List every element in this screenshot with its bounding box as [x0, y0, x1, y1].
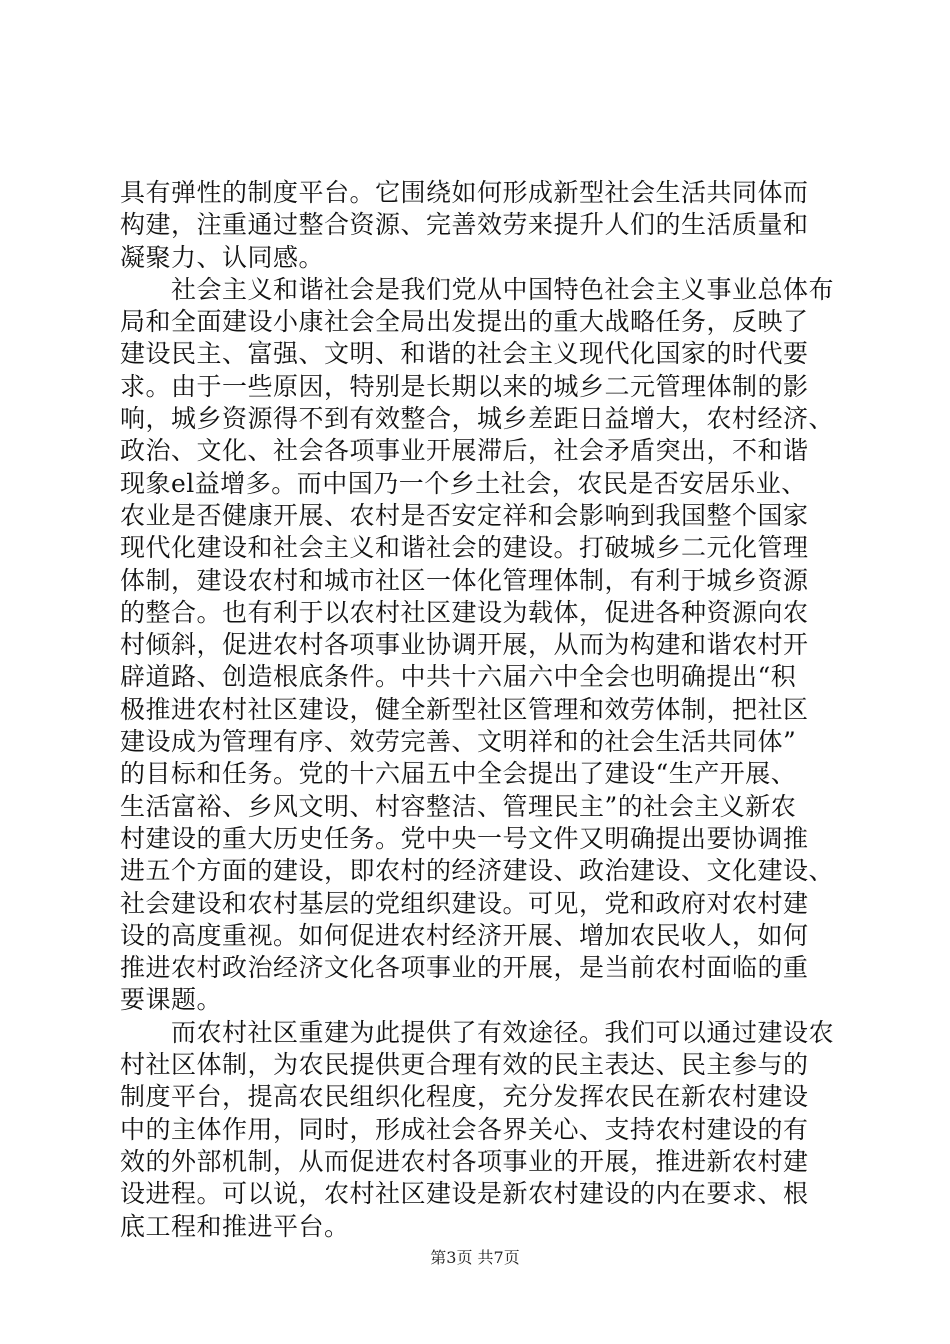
text-line: 村建设的重大历史任务。党中央一号文件又明确提出要协调推 — [120, 823, 809, 853]
text-line: 构建，注重通过整合资源、完善效劳来提升人们的生活质量和 — [120, 210, 809, 240]
text-line: 的目标和任务。党的十六届五中全会提出了建设“生产开展、 — [120, 759, 797, 789]
text-line: 求。由于一些原因，特别是长期以来的城乡二元管理体制的影 — [120, 371, 809, 401]
page-footer: 第3页 共7页 — [430, 1248, 520, 1267]
text-line: 局和全面建设小康社会全局出发提出的重大战略任务，反映了 — [120, 307, 809, 337]
paragraph-3 — [120, 1017, 834, 1243]
text-line: 设进程。可以说，农村社区建设是新农村建设的内在要求、根 — [120, 1179, 809, 1209]
text-line: 推进农村政治经济文化各项事业的开展，是当前农村面临的重 — [120, 953, 809, 983]
text-line: 制度平台，提高农民组织化程度，充分发挥农民在新农村建设 — [120, 1082, 809, 1112]
text-line: 建设成为管理有序、效劳完善、文明祥和的社会生活共同体” — [120, 727, 797, 757]
text-line: 现代化建设和社会主义和谐社会的建设。打破城乡二元化管理 — [120, 533, 809, 563]
text-line: 效的外部机制，从而促进农村各项事业的开展，推进新农村建 — [120, 1146, 809, 1176]
paragraph-1 — [120, 177, 834, 274]
text-line: 村社区体制，为农民提供更合理有效的民主表达、民主参与的 — [120, 1050, 809, 1080]
text-line: 凝聚力、认同感。 — [120, 242, 325, 272]
text-line: 进五个方面的建设，即农村的经济建设、政治建设、文化建设、 — [120, 856, 835, 886]
text-line: 生活富裕、乡风文明、村容整洁、管理民主”的社会主义新农 — [120, 791, 797, 821]
text-line: 社会建设和农村基层的党组织建设。可见，党和政府对农村建 — [120, 888, 809, 918]
text-line: 政治、文化、社会各项事业开展滞后，社会矛盾突出，不和谐 — [120, 436, 809, 466]
text-line: 设的高度重视。如何促进农村经济开展、增加农民收人，如何 — [120, 920, 809, 950]
text-line: 极推进农村社区建设，健全新型社区管理和效劳体制，把社区 — [120, 694, 809, 724]
text-line: 中的主体作用，同时，形成社会各界关心、支持农村建设的有 — [120, 1114, 809, 1144]
text-line: 现象el益增多。而中国乃一个乡土社会，农民是否安居乐业、 — [120, 468, 807, 498]
text-line: 具有弹性的制度平台。它围绕如何形成新型社会生活共同体而 — [120, 178, 809, 207]
text-line: 体制，建设农村和城市社区一体化管理体制，有利于城乡资源 — [120, 565, 809, 595]
text-line: 建设民主、富强、文明、和谐的社会主义现代化国家的时代要 — [120, 339, 809, 369]
text-line: 农业是否健康开展、农村是否安定祥和会影响到我国整个国家 — [120, 500, 809, 530]
document-body — [120, 177, 834, 1243]
text-line: 要课题。 — [120, 985, 223, 1015]
text-line: 村倾斜，促进农村各项事业协调开展，从而为构建和谐农村开 — [120, 630, 809, 660]
paragraph-2 — [120, 274, 834, 1017]
text-line: 辟道路、创造根底条件。中共十六届六中全会也明确提出“积 — [120, 662, 797, 692]
text-line: 响，城乡资源得不到有效整合，城乡差距日益增大，农村经济、 — [120, 404, 835, 434]
text-line: 底工程和推进平台。 — [120, 1211, 350, 1241]
text-line: 而农村社区重建为此提供了有效途径。我们可以通过建设农 — [120, 1017, 835, 1047]
text-line: 社会主义和谐社会是我们党从中国特色社会主义事业总体布 — [120, 274, 835, 304]
text-line: 的整合。也有利于以农村社区建设为载体，促进各种资源向农 — [120, 597, 809, 627]
